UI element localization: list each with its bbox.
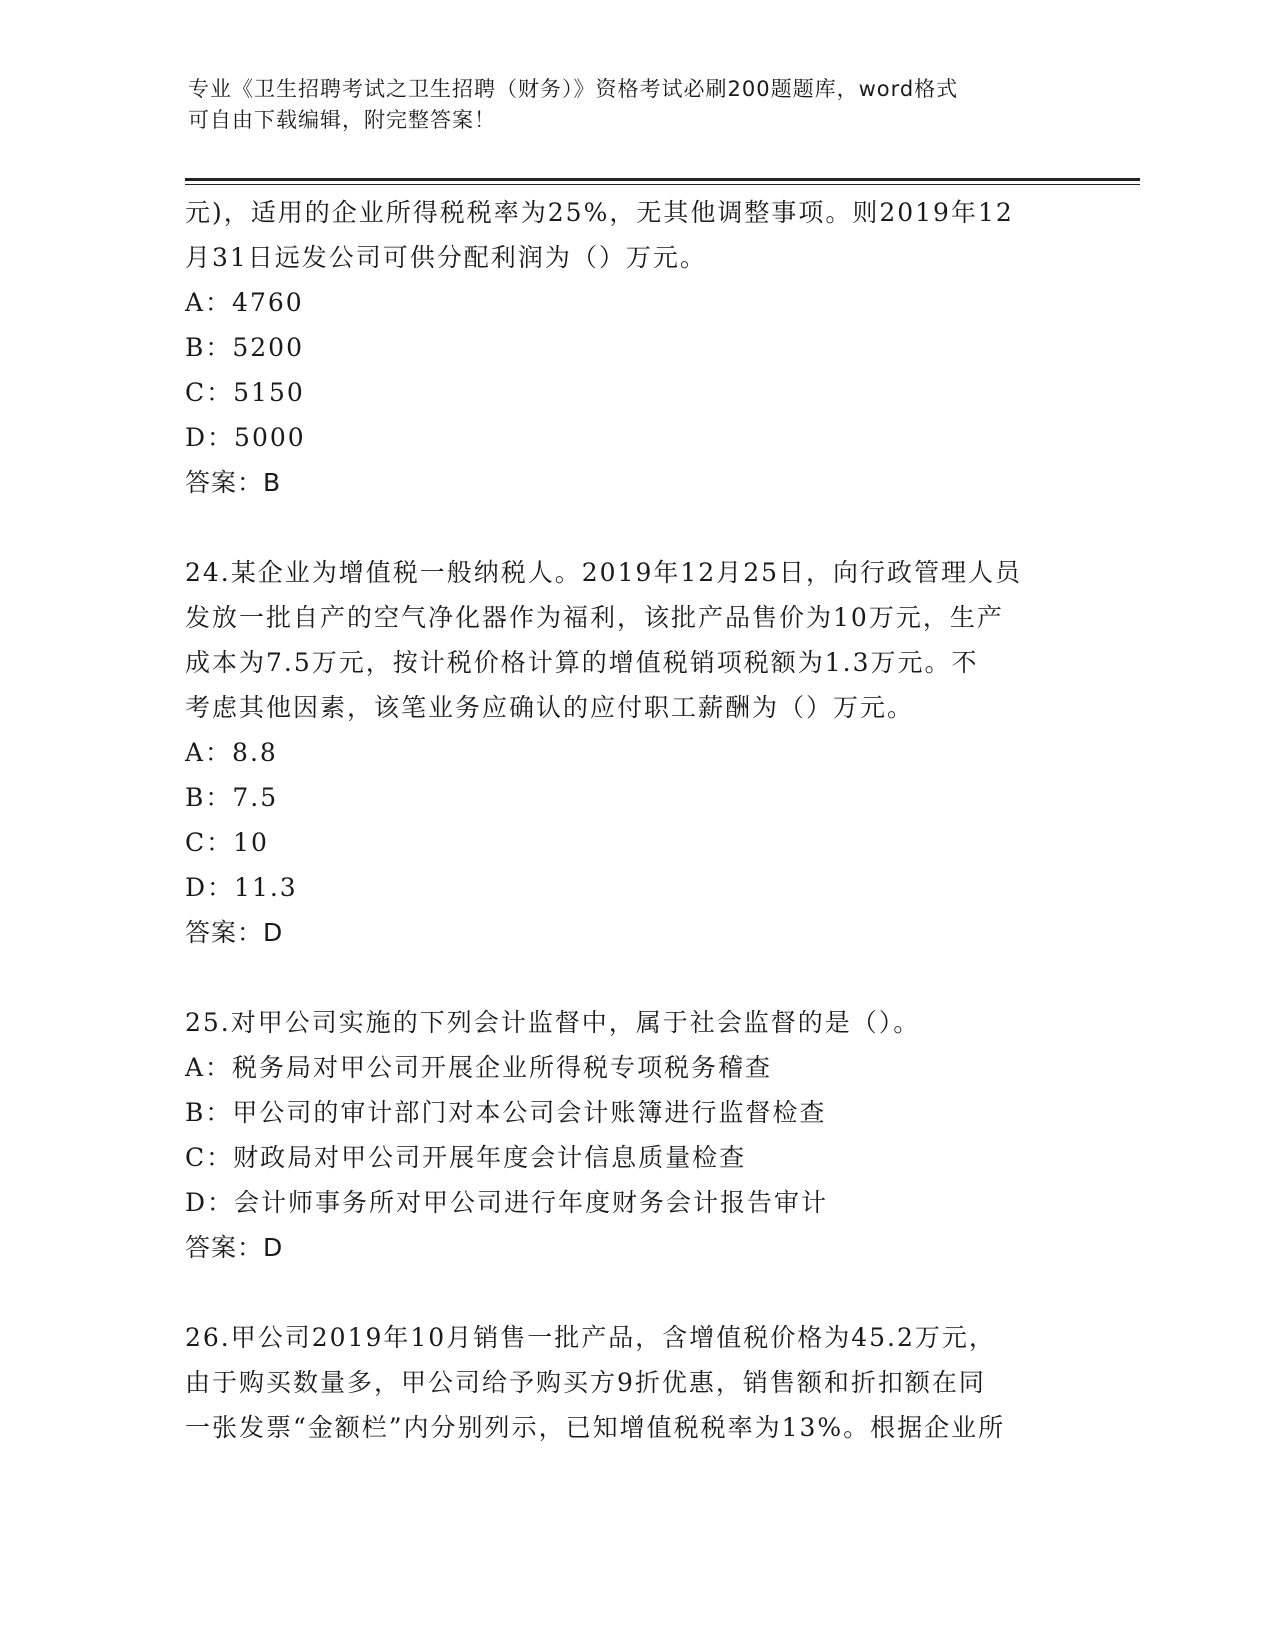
option-c: C：10 bbox=[185, 828, 269, 857]
option-a: A：税务局对甲公司开展企业所得税专项税务稽查 bbox=[185, 1053, 773, 1082]
spacer bbox=[185, 505, 1085, 550]
option-d: D：11.3 bbox=[185, 873, 298, 902]
question-26 bbox=[185, 1315, 1085, 1450]
spacer bbox=[185, 955, 1085, 1000]
document-header bbox=[188, 74, 1088, 136]
option-d: D：5000 bbox=[185, 423, 306, 452]
page-content bbox=[185, 190, 1085, 1450]
option-c: C：5150 bbox=[185, 378, 305, 407]
question-stem-line: 26.甲公司2019年10月销售一批产品，含增值税价格为45.2万元， bbox=[185, 1323, 996, 1352]
question-stem-line: 由于购买数量多，甲公司给予购买方9折优惠，销售额和折扣额在同 bbox=[185, 1368, 986, 1397]
question-23 bbox=[185, 190, 1085, 505]
option-d: D：会计师事务所对甲公司进行年度财务会计报告审计 bbox=[185, 1188, 829, 1217]
question-stem-line: 25.对甲公司实施的下列会计监督中，属于社会监督的是（）。 bbox=[185, 1008, 921, 1037]
header-divider-thin bbox=[185, 184, 1140, 185]
option-b: B：7.5 bbox=[185, 783, 279, 812]
option-b: B：甲公司的审计部门对本公司会计账簿进行监督检查 bbox=[185, 1098, 827, 1127]
option-a: A：8.8 bbox=[185, 738, 278, 767]
question-24 bbox=[185, 550, 1085, 955]
answer-line: 答案：D bbox=[185, 918, 284, 947]
question-stem-line: 成本为7.5万元，按计税价格计算的增值税销项税额为1.3万元。不 bbox=[185, 648, 979, 677]
question-stem-line: 发放一批自产的空气净化器作为福利，该批产品售价为10万元，生产 bbox=[185, 603, 1004, 632]
question-25 bbox=[185, 1000, 1085, 1270]
option-b: B：5200 bbox=[185, 333, 304, 362]
question-stem-line: 元)，适用的企业所得税税率为25%，无其他调整事项。则2019年12 bbox=[185, 198, 1014, 227]
answer-line: 答案：B bbox=[185, 468, 282, 497]
header-divider-thick bbox=[185, 178, 1140, 181]
header-line-1: 专业《卫生招聘考试之卫生招聘（财务）》资格考试必刷200题题库，word格式 bbox=[188, 77, 959, 101]
spacer bbox=[185, 1270, 1085, 1315]
answer-line: 答案：D bbox=[185, 1233, 284, 1262]
option-a: A：4760 bbox=[185, 288, 304, 317]
question-stem-line: 一张发票“金额栏”内分别列示，已知增值税税率为13%。根据企业所 bbox=[185, 1413, 1006, 1442]
question-stem-line: 24.某企业为增值税一般纳税人。2019年12月25日，向行政管理人员 bbox=[185, 558, 1023, 587]
question-stem-line: 月31日远发公司可供分配利润为（）万元。 bbox=[185, 243, 707, 272]
header-line-2: 可自由下载编辑，附完整答案！ bbox=[188, 108, 496, 132]
option-c: C：财政局对甲公司开展年度会计信息质量检查 bbox=[185, 1143, 747, 1172]
question-stem-line: 考虑其他因素，该笔业务应确认的应付职工薪酬为（）万元。 bbox=[185, 693, 915, 722]
